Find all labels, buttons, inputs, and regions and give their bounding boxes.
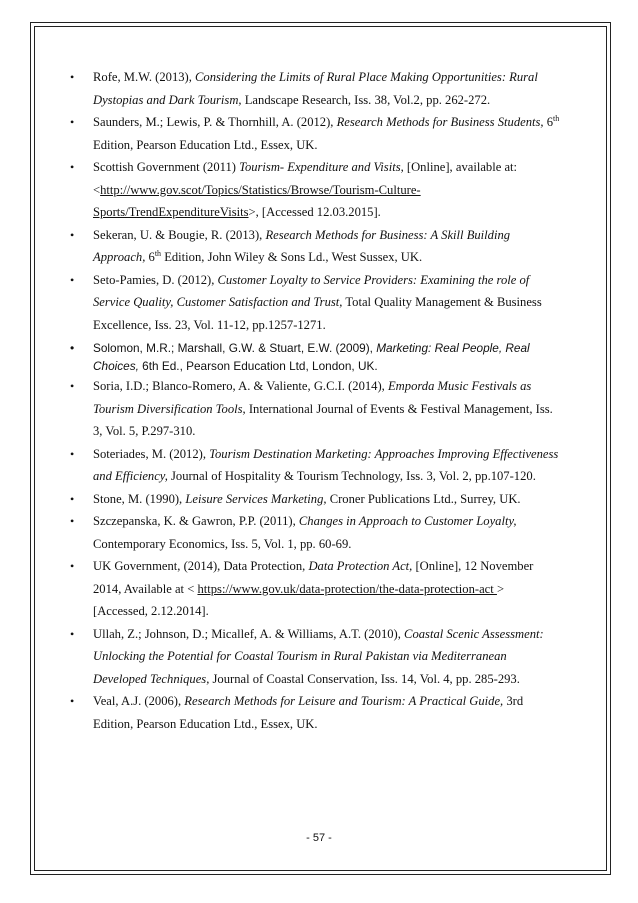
- uk-gov-link[interactable]: https://www.gov.uk/data-protection/the-data-protection-act: [197, 581, 497, 596]
- bullet-icon: •: [70, 559, 75, 573]
- reference-item-seto: • Seto-Pamies, D. (2012), Customer Loyalty to Service Providers: Examining the role of Service Quality, Customer Satisfaction and Trust, Total Quality Management & Business Excellence, Iss. 23, Vol. 11-12, pp.1257-1271.: [62, 269, 562, 337]
- scottish-gov-link[interactable]: http://www.gov.scot/Topics/Statistics/Browse/Tourism-Culture-Sports/TrendExpenditureVisits: [93, 182, 421, 219]
- reference-item-ullah: • Ullah, Z.; Johnson, D.; Micallef, A. & Williams, A.T. (2010), Coastal Scenic Assessment: Unlocking the Potential for Coastal Tourism in Rural Pakistan via Mediterranean Developed Techniques, Journal of Coastal Conservation, Iss. 14, Vol. 4, pp. 285-293.: [62, 623, 562, 691]
- reference-item-soteriades: • Soteriades, M. (2012), Tourism Destination Marketing: Approaches Improving Effectiveness and Efficiency, Journal of Hospitality & Tourism Technology, Iss. 3, Vol. 2, pp.107-120.: [62, 443, 562, 488]
- bullet-icon: •: [70, 227, 75, 242]
- reference-item-szczepanska: • Szczepanska, K. & Gawron, P.P. (2011), Changes in Approach to Customer Loyalty, Contemporary Economics, Iss. 5, Vol. 1, pp. 60-69.: [62, 510, 562, 555]
- bullet-icon: •: [70, 514, 75, 528]
- bullet-icon: •: [70, 70, 75, 84]
- reference-item-veal: • Veal, A.J. (2006), Research Methods for Leisure and Tourism: A Practical Guide, 3rd Edition, Pearson Education Ltd., Essex, UK.: [62, 690, 562, 735]
- reference-item-scottish: • Scottish Government (2011) Tourism- Expenditure and Visits, [Online], available at: <http://www.gov.scot/Topics/Statistics/Browse/Tourism-Culture-Sports/TrendExpenditureVisits>, [Accessed 12.03.2015].: [62, 156, 562, 224]
- bullet-icon: •: [70, 379, 75, 393]
- bullet-icon: •: [70, 341, 75, 355]
- reference-item-stone: • Stone, M. (1990), Leisure Services Marketing, Croner Publications Ltd., Surrey, UK.: [62, 488, 562, 511]
- bullet-icon: •: [70, 446, 75, 461]
- reference-item-rofe: • Rofe, M.W. (2013), Considering the Limits of Rural Place Making Opportunities: Rural Dystopias and Dark Tourism, Landscape Research, Iss. 38, Vol.2, pp. 262-272.: [62, 66, 562, 111]
- bullet-icon: •: [70, 272, 75, 287]
- reference-list: [62, 66, 562, 735]
- reference-item-ukgov: • UK Government, (2014), Data Protection, Data Protection Act, [Online], 12 November 2014, Available at < https://www.gov.uk/data-protection/the-data-protection-act > [Accessed, 2.12.2014].: [62, 555, 562, 623]
- reference-item-sekeran: • Sekeran, U. & Bougie, R. (2013), Research Methods for Business: A Skill Building Approach, 6th Edition, John Wiley & Sons Ld., West Sussex, UK.: [62, 224, 562, 269]
- reference-item-soria: • Soria, I.D.; Blanco-Romero, A. & Valiente, G.C.I. (2014), Emporda Music Festivals as Tourism Diversification Tools, International Journal of Events & Festival Management, Iss. 3, Vol. 5, P.297-310.: [62, 375, 562, 443]
- reference-item-saunders: • Saunders, M.; Lewis, P. & Thornhill, A. (2012), Research Methods for Business Students, 6th Edition, Pearson Education Ltd., Essex, UK.: [62, 111, 562, 156]
- reference-item-solomon: • Solomon, M.R.; Marshall, G.W. & Stuart, E.W. (2009), Marketing: Real People, Real Choices, 6th Ed., Pearson Education Ltd, London, UK.: [70, 341, 530, 373]
- bullet-icon: •: [70, 115, 75, 129]
- page-number: - 57 -: [306, 832, 332, 844]
- bullet-icon: •: [70, 491, 75, 506]
- bullet-icon: •: [70, 694, 75, 708]
- bullet-icon: •: [70, 626, 75, 641]
- bullet-icon: •: [70, 160, 75, 174]
